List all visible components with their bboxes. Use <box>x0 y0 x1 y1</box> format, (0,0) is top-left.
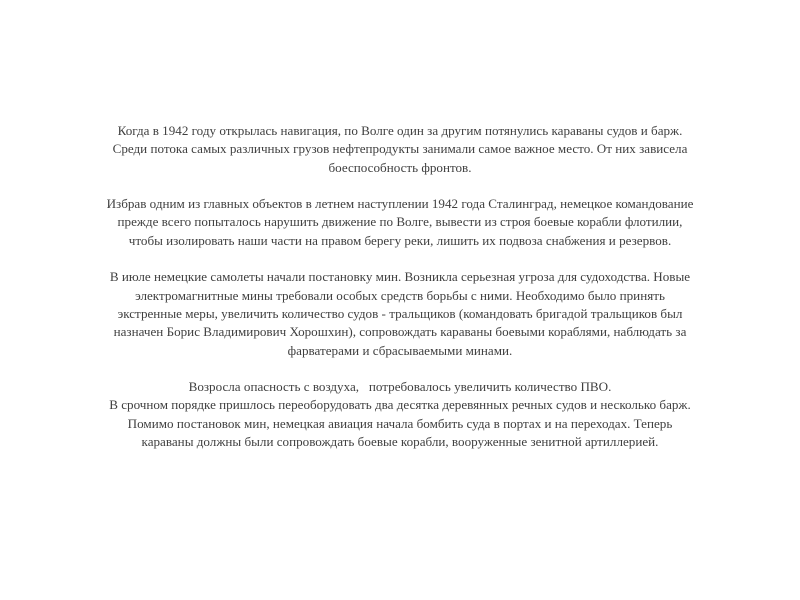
text-line: фарватерами и сбрасываемыми минами. <box>287 342 513 358</box>
text-line: чтобы изолировать наши части на правом берегу реки, лишить их подвоза снабжения и резервов. <box>128 232 672 248</box>
text-line: боеспособность фронтов. <box>328 159 472 175</box>
text-line: Когда в 1942 году открылась навигация, по Волге один за другим потянулись караваны судов и барж. <box>117 123 683 138</box>
text-line: В июле немецкие самолеты начали постановку мин. Возникла серьезная угроза для судоходства. Новые <box>109 269 691 285</box>
text-line: Возросла опасность с воздуха, потребовалось увеличить количество ПВО. <box>188 379 612 395</box>
text-line: прежде всего попыталось нарушить движение по Волге, вывести из строя боевые корабли флотилии, <box>117 214 683 230</box>
paragraph-4 <box>40 378 760 451</box>
paragraph-3 <box>40 268 760 359</box>
paragraph-1 <box>40 122 760 177</box>
text-line: электромагнитные мины требовали особых средств борьбы с ними. Необходимо было принять <box>135 287 665 303</box>
text-line: караваны должны были сопровождать боевые корабли, вооруженные зенитной артиллерией. <box>141 434 659 450</box>
text-line: В срочном порядке пришлось переоборудовать два десятка деревянных речных судов и несколько барж. <box>109 397 691 413</box>
text-line: Помимо постановок мин, немецкая авиация начала бомбить суда в портах и на переходах. Теперь <box>127 415 673 431</box>
paragraph-2 <box>40 195 760 250</box>
text-line: назначен Борис Владимирович Хорошхин), сопровождать караваны боевыми кораблями, наблюдать за <box>113 324 687 340</box>
text-line: Избрав одним из главных объектов в летнем наступлении 1942 года Сталинград, немецкое командование <box>106 196 694 212</box>
text-line: экстренные меры, увеличить количество судов - тральщиков (командовать бригадой тральщиков был <box>117 305 683 321</box>
text-block <box>40 122 760 451</box>
text-line: Среди потока самых различных грузов нефтепродукты занимали самое важное место. От них зависела <box>112 141 688 157</box>
